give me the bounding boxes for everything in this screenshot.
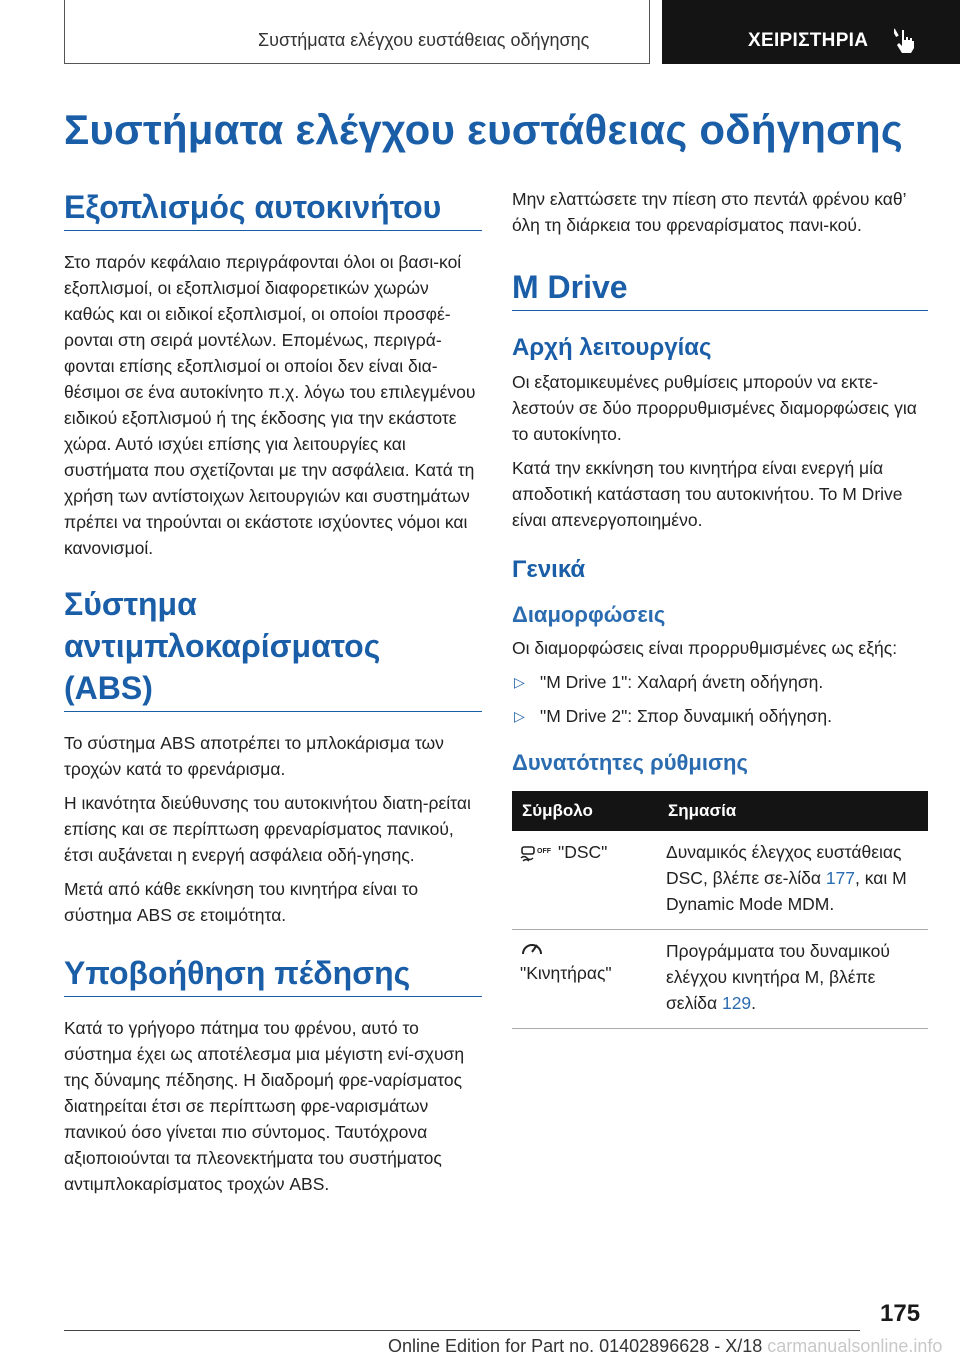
- table-cell-symbol: [512, 930, 658, 1029]
- list-item: [512, 669, 928, 695]
- table-header-meaning: Σημασία: [658, 791, 928, 831]
- section-title-m-drive: M Drive: [512, 266, 928, 311]
- section-title-abs-line3: (ABS): [64, 670, 153, 706]
- table-cell-meaning: [658, 831, 928, 930]
- right-column: [512, 186, 928, 1029]
- section-title-abs-line1: Σύστημα: [64, 586, 197, 622]
- table-cell-meaning: [658, 930, 928, 1029]
- table-cell-text: Δυναμικός έλεγχος ευστάθειας DSC, βλέπε σε-λίδα: [666, 842, 902, 888]
- table-cell-text: .: [751, 993, 757, 1013]
- paragraph: Η ικανότητα διεύθυνσης του αυτοκινήτου διατη-ρείται επίσης και σε περίπτωση φρεναρίσματος πανικού, έτσι αυξάνεται η ενεργή ασφάλεια οδή-γησης.: [64, 793, 471, 865]
- subsection-title-configurations: Διαμορφώσεις: [512, 602, 666, 627]
- list-item-text: "M Drive 2": Σπορ δυναμική οδήγηση.: [540, 706, 832, 726]
- table-cell-symbol: [512, 831, 658, 930]
- triangle-bullet-icon: ▷: [514, 708, 525, 724]
- paragraph: Το σύστημα ABS αποτρέπει το μπλοκάρισμα των τροχών κατά το φρενάρισμα.: [64, 733, 444, 779]
- triangle-bullet-icon: ▷: [514, 674, 525, 690]
- paragraph: Στο παρόν κεφάλαιο περιγράφονται όλοι οι βασι-κοί εξοπλισμοί, οι εξοπλισμοί διαφορετικών χωρών καθώς και οι ειδικοί εξοπλισμοί, οι οποίοι προσφέ-ρονται στη σειρά μοντέλων. Επομένως, περιγρά-φονται επίσης εξοπλισμοί οι οποίοι δεν είναι δια-θέσιμοι σε ένα αυτοκίνητο π.χ. λόγω του επιλεγμένου ειδικού εξοπλισμού ή της έκδοσης για την εκάστοτε χώρα. Αυτό ισχύει επίσης για λειτουργίες και συστήματα που σχετίζονται με την ασφάλεια. Κατά τη χρήση των αντίστοιχων λειτουργιών και συστημάτων πρέπει να τηρούνται οι εκάστοτε ισχύοντες νόμοι και κανονισμοί.: [64, 252, 476, 558]
- paragraph: Κατά την εκκίνηση του κινητήρα είναι ενεργή μία αποδοτική κατάσταση του αυτοκινήτου. Το M Drive είναι απενεργοποιημένο.: [512, 458, 903, 530]
- list-item: [512, 703, 928, 729]
- table-header-row: [512, 791, 928, 831]
- table-cell-text: Προγράμματα του δυναμικού ελέγχου κινητήρα M, βλέπε σελίδα: [666, 941, 890, 1013]
- table-cell-text: , και M Dynamic Mode MDM.: [666, 868, 907, 914]
- left-column: [64, 186, 482, 1205]
- table-row: [512, 930, 928, 1029]
- section-title-abs-line2: αντιμπλοκαρίσματος: [64, 628, 381, 664]
- table-row: [512, 831, 928, 930]
- page-title: Συστήματα ελέγχου ευστάθειας οδήγησης: [64, 106, 903, 153]
- list-item-text: "M Drive 1": Χαλαρή άνετη οδήγηση.: [540, 672, 824, 692]
- header-section-title: Συστήματα ελέγχου ευστάθειας οδήγησης: [258, 30, 590, 50]
- footer-watermark: carmanualsonline.info: [767, 1336, 943, 1356]
- subsection-title-principle: Αρχή λειτουργίας: [512, 334, 712, 361]
- page-link-129[interactable]: 129: [721, 993, 752, 1013]
- table-cell-symbol-label: "DSC": [558, 842, 608, 862]
- svg-text:OFF: OFF: [537, 848, 551, 856]
- header-tab-label[interactable]: ΧΕΙΡΙΣΤΗΡΙΑ: [748, 30, 869, 51]
- paragraph: Μετά από κάθε εκκίνηση του κινητήρα είναι το σύστημα ABS σε ετοιμότητα.: [64, 879, 419, 925]
- paragraph: Κατά το γρήγορο πάτημα του φρένου, αυτό το σύστημα έχει ως αποτέλεσμα μια μέγιστη ενί-σχυση της δύναμης πέδησης. Η διαδρομή φρε-ναρίσματος διατηρείται έτσι σε περίπτωση φρε-ναρισμάτων πανικού όσο γίνεται πιο σύντομος. Ταυτόχρονα αξιοποιούνται τα πλεονεκτήματα του συστήματος αντιμπλοκαρίσματος τροχών ABS.: [64, 1018, 465, 1194]
- pointing-hand-icon: [894, 28, 918, 54]
- page-link-177[interactable]: 177: [825, 868, 856, 888]
- footer-edition: [388, 1336, 942, 1357]
- subsection-title-general: Γενικά: [512, 556, 586, 583]
- settings-table: [512, 791, 928, 1029]
- section-title-equipment: Εξοπλισμός αυτοκινήτου: [64, 186, 482, 231]
- paragraph: Οι διαμορφώσεις είναι προρρυθμισμένες ως εξής:: [512, 638, 898, 658]
- footer-edition-text: Online Edition for Part no. 01402896628 - X/18: [388, 1336, 763, 1356]
- subsection-title-settings: Δυνατότητες ρύθμισης: [512, 750, 748, 775]
- table-cell-symbol-label: "Κινητήρας": [520, 963, 612, 983]
- section-title-brake-assist: Υποβοήθηση πέδησης: [64, 952, 482, 997]
- table-header-symbol: Σύμβολο: [512, 791, 658, 831]
- section-title-abs: [64, 583, 482, 712]
- paragraph: Μην ελαττώσετε την πίεση στο πεντάλ φρένου καθ’ όλη τη διάρκεια του φρεναρίσματος πανι-κού.: [512, 189, 906, 235]
- page-number: 175: [880, 1300, 921, 1327]
- paragraph: Οι εξατομικευμένες ρυθμίσεις μπορούν να εκτε-λεστούν σε δύο προρρυθμισμένες διαμορφώσεις για το αυτοκίνητο.: [512, 372, 917, 444]
- dsc-off-icon: [520, 844, 552, 862]
- engine-gauge-icon: [520, 938, 544, 958]
- footer-rule: [64, 1330, 860, 1331]
